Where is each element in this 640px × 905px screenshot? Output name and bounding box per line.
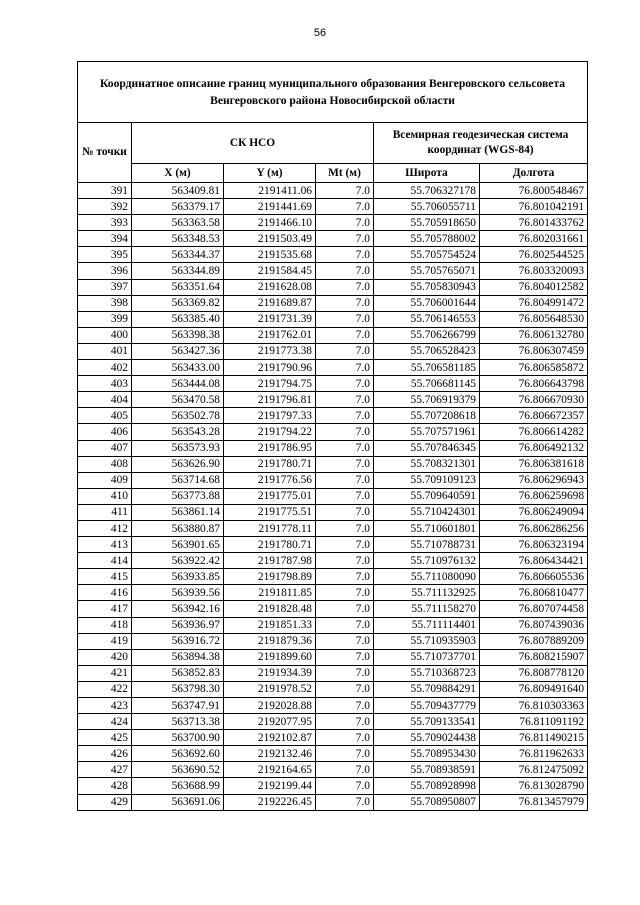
y-cell: 2191773.38 xyxy=(224,343,316,359)
latitude-cell: 55.711158270 xyxy=(374,601,480,617)
x-cell: 563626.90 xyxy=(132,456,224,472)
x-cell: 563942.16 xyxy=(132,601,224,617)
point-number-cell: 391 xyxy=(78,183,132,199)
longitude-cell: 76.808215907 xyxy=(480,649,588,665)
latitude-cell: 55.709437779 xyxy=(374,698,480,714)
table-row xyxy=(78,569,588,585)
latitude-cell: 55.705788002 xyxy=(374,231,480,247)
y-cell: 2191899.60 xyxy=(224,649,316,665)
x-cell: 563690.52 xyxy=(132,762,224,778)
point-number-cell: 402 xyxy=(78,360,132,376)
y-cell: 2191798.89 xyxy=(224,569,316,585)
longitude-cell: 76.806286256 xyxy=(480,520,588,536)
y-cell: 2191584.45 xyxy=(224,263,316,279)
y-cell: 2191535.68 xyxy=(224,247,316,263)
latitude-cell: 55.710368723 xyxy=(374,665,480,681)
longitude-cell: 76.806259698 xyxy=(480,488,588,504)
x-cell: 563880.87 xyxy=(132,520,224,536)
longitude-cell: 76.813028790 xyxy=(480,778,588,794)
y-cell: 2191790.96 xyxy=(224,360,316,376)
longitude-cell: 76.806307459 xyxy=(480,343,588,359)
mt-cell: 7.0 xyxy=(316,199,374,215)
longitude-cell: 76.811091192 xyxy=(480,714,588,730)
latitude-cell: 55.708953430 xyxy=(374,746,480,762)
point-number-cell: 418 xyxy=(78,617,132,633)
point-number-cell: 397 xyxy=(78,279,132,295)
latitude-cell: 55.706055711 xyxy=(374,199,480,215)
longitude-cell: 76.805648530 xyxy=(480,311,588,327)
point-number-cell: 426 xyxy=(78,746,132,762)
y-cell: 2191978.52 xyxy=(224,681,316,697)
table-row xyxy=(78,424,588,440)
x-cell: 563409.81 xyxy=(132,183,224,199)
latitude-cell: 55.706528423 xyxy=(374,343,480,359)
table-row xyxy=(78,778,588,794)
longitude-cell: 76.813457979 xyxy=(480,794,588,810)
x-cell: 563502.78 xyxy=(132,408,224,424)
y-cell: 2191775.01 xyxy=(224,488,316,504)
mt-cell: 7.0 xyxy=(316,215,374,231)
table-row xyxy=(78,681,588,697)
point-number-cell: 416 xyxy=(78,585,132,601)
mt-cell: 7.0 xyxy=(316,601,374,617)
longitude-cell: 76.803320093 xyxy=(480,263,588,279)
longitude-cell: 76.806249094 xyxy=(480,504,588,520)
latitude-cell: 55.710737701 xyxy=(374,649,480,665)
point-number-cell: 415 xyxy=(78,569,132,585)
x-cell: 563714.68 xyxy=(132,472,224,488)
longitude-cell: 76.806643798 xyxy=(480,376,588,392)
table-row xyxy=(78,376,588,392)
header-mt: Mt (м) xyxy=(316,164,374,183)
y-cell: 2192199.44 xyxy=(224,778,316,794)
x-cell: 563933.85 xyxy=(132,569,224,585)
mt-cell: 7.0 xyxy=(316,537,374,553)
y-cell: 2191466.10 xyxy=(224,215,316,231)
x-cell: 563344.37 xyxy=(132,247,224,263)
point-number-cell: 406 xyxy=(78,424,132,440)
mt-cell: 7.0 xyxy=(316,730,374,746)
y-cell: 2191731.39 xyxy=(224,311,316,327)
y-cell: 2191780.71 xyxy=(224,537,316,553)
latitude-cell: 55.706266799 xyxy=(374,327,480,343)
table-row xyxy=(78,360,588,376)
longitude-cell: 76.804991472 xyxy=(480,295,588,311)
latitude-cell: 55.705918650 xyxy=(374,215,480,231)
point-number-cell: 412 xyxy=(78,520,132,536)
x-cell: 563379.17 xyxy=(132,199,224,215)
longitude-cell: 76.806605536 xyxy=(480,569,588,585)
longitude-cell: 76.800548467 xyxy=(480,183,588,199)
x-cell: 563444.08 xyxy=(132,376,224,392)
point-number-cell: 399 xyxy=(78,311,132,327)
table-row xyxy=(78,585,588,601)
y-cell: 2191775.51 xyxy=(224,504,316,520)
x-cell: 563427.36 xyxy=(132,343,224,359)
mt-cell: 7.0 xyxy=(316,472,374,488)
latitude-cell: 55.705830943 xyxy=(374,279,480,295)
header-wgs84: Всемирная геодезическая система координат (WGS-84) xyxy=(374,123,588,164)
point-number-cell: 404 xyxy=(78,392,132,408)
mt-cell: 7.0 xyxy=(316,247,374,263)
mt-cell: 7.0 xyxy=(316,183,374,199)
table-row xyxy=(78,392,588,408)
latitude-cell: 55.705754524 xyxy=(374,247,480,263)
latitude-cell: 55.710788731 xyxy=(374,537,480,553)
point-number-cell: 421 xyxy=(78,665,132,681)
y-cell: 2191786.95 xyxy=(224,440,316,456)
latitude-cell: 55.706681145 xyxy=(374,376,480,392)
point-number-cell: 425 xyxy=(78,730,132,746)
mt-cell: 7.0 xyxy=(316,311,374,327)
y-cell: 2191780.71 xyxy=(224,456,316,472)
y-cell: 2191503.49 xyxy=(224,231,316,247)
y-cell: 2191828.48 xyxy=(224,601,316,617)
table-row xyxy=(78,633,588,649)
table-row xyxy=(78,327,588,343)
point-number-cell: 413 xyxy=(78,537,132,553)
longitude-cell: 76.804012582 xyxy=(480,279,588,295)
point-number-cell: 409 xyxy=(78,472,132,488)
y-cell: 2191796.81 xyxy=(224,392,316,408)
table-row xyxy=(78,215,588,231)
header-latitude: Широта xyxy=(374,164,480,183)
latitude-cell: 55.708928998 xyxy=(374,778,480,794)
latitude-cell: 55.708950807 xyxy=(374,794,480,810)
y-cell: 2192164.65 xyxy=(224,762,316,778)
point-number-cell: 423 xyxy=(78,698,132,714)
y-cell: 2192132.46 xyxy=(224,746,316,762)
mt-cell: 7.0 xyxy=(316,263,374,279)
y-cell: 2191934.39 xyxy=(224,665,316,681)
x-cell: 563691.06 xyxy=(132,794,224,810)
mt-cell: 7.0 xyxy=(316,520,374,536)
y-cell: 2191441.69 xyxy=(224,199,316,215)
mt-cell: 7.0 xyxy=(316,440,374,456)
table-row xyxy=(78,472,588,488)
table-row xyxy=(78,408,588,424)
latitude-cell: 55.706581185 xyxy=(374,360,480,376)
longitude-cell: 76.810303363 xyxy=(480,698,588,714)
y-cell: 2191794.75 xyxy=(224,376,316,392)
mt-cell: 7.0 xyxy=(316,553,374,569)
x-cell: 563385.40 xyxy=(132,311,224,327)
table-row xyxy=(78,520,588,536)
point-number-cell: 419 xyxy=(78,633,132,649)
y-cell: 2192226.45 xyxy=(224,794,316,810)
header-y: Y (м) xyxy=(224,164,316,183)
longitude-cell: 76.806434421 xyxy=(480,553,588,569)
latitude-cell: 55.709133541 xyxy=(374,714,480,730)
x-cell: 563798.30 xyxy=(132,681,224,697)
longitude-cell: 76.806132780 xyxy=(480,327,588,343)
x-cell: 563852.83 xyxy=(132,665,224,681)
point-number-cell: 394 xyxy=(78,231,132,247)
latitude-cell: 55.707846345 xyxy=(374,440,480,456)
x-cell: 563922.42 xyxy=(132,553,224,569)
longitude-cell: 76.811962633 xyxy=(480,746,588,762)
point-number-cell: 398 xyxy=(78,295,132,311)
longitude-cell: 76.808778120 xyxy=(480,665,588,681)
mt-cell: 7.0 xyxy=(316,746,374,762)
table-row xyxy=(78,263,588,279)
table-row xyxy=(78,794,588,810)
latitude-cell: 55.706919379 xyxy=(374,392,480,408)
table-row xyxy=(78,698,588,714)
longitude-cell: 76.807074458 xyxy=(480,601,588,617)
y-cell: 2191628.08 xyxy=(224,279,316,295)
table-title: Координатное описание границ муниципального образования Венгеровского сельсовета Венгеровского района Новосибирской области xyxy=(78,62,588,123)
x-cell: 563543.28 xyxy=(132,424,224,440)
longitude-cell: 76.806670930 xyxy=(480,392,588,408)
longitude-cell: 76.806323194 xyxy=(480,537,588,553)
point-number-cell: 424 xyxy=(78,714,132,730)
longitude-cell: 76.801042191 xyxy=(480,199,588,215)
longitude-cell: 76.806492132 xyxy=(480,440,588,456)
x-cell: 563916.72 xyxy=(132,633,224,649)
latitude-cell: 55.706001644 xyxy=(374,295,480,311)
latitude-cell: 55.707571961 xyxy=(374,424,480,440)
y-cell: 2191797.33 xyxy=(224,408,316,424)
x-cell: 563369.82 xyxy=(132,295,224,311)
mt-cell: 7.0 xyxy=(316,376,374,392)
latitude-cell: 55.709024438 xyxy=(374,730,480,746)
longitude-cell: 76.806381618 xyxy=(480,456,588,472)
mt-cell: 7.0 xyxy=(316,714,374,730)
latitude-cell: 55.708938591 xyxy=(374,762,480,778)
latitude-cell: 55.711080090 xyxy=(374,569,480,585)
y-cell: 2192102.87 xyxy=(224,730,316,746)
x-cell: 563936.97 xyxy=(132,617,224,633)
point-number-cell: 408 xyxy=(78,456,132,472)
mt-cell: 7.0 xyxy=(316,665,374,681)
header-x: X (м) xyxy=(132,164,224,183)
table-row xyxy=(78,553,588,569)
longitude-cell: 76.807439036 xyxy=(480,617,588,633)
mt-cell: 7.0 xyxy=(316,681,374,697)
mt-cell: 7.0 xyxy=(316,295,374,311)
y-cell: 2191689.87 xyxy=(224,295,316,311)
latitude-cell: 55.709884291 xyxy=(374,681,480,697)
latitude-cell: 55.707208618 xyxy=(374,408,480,424)
y-cell: 2191762.01 xyxy=(224,327,316,343)
mt-cell: 7.0 xyxy=(316,504,374,520)
point-number-cell: 392 xyxy=(78,199,132,215)
x-cell: 563433.00 xyxy=(132,360,224,376)
longitude-cell: 76.807889209 xyxy=(480,633,588,649)
latitude-cell: 55.710424301 xyxy=(374,504,480,520)
point-number-cell: 429 xyxy=(78,794,132,810)
latitude-cell: 55.710935903 xyxy=(374,633,480,649)
x-cell: 563747.91 xyxy=(132,698,224,714)
longitude-cell: 76.809491640 xyxy=(480,681,588,697)
latitude-cell: 55.708321301 xyxy=(374,456,480,472)
point-number-cell: 417 xyxy=(78,601,132,617)
table-row xyxy=(78,343,588,359)
x-cell: 563351.64 xyxy=(132,279,224,295)
point-number-cell: 414 xyxy=(78,553,132,569)
x-cell: 563894.38 xyxy=(132,649,224,665)
point-number-cell: 393 xyxy=(78,215,132,231)
latitude-cell: 55.709640591 xyxy=(374,488,480,504)
coordinates-table xyxy=(77,61,588,811)
y-cell: 2191794.22 xyxy=(224,424,316,440)
y-cell: 2192028.88 xyxy=(224,698,316,714)
point-number-cell: 427 xyxy=(78,762,132,778)
point-number-cell: 410 xyxy=(78,488,132,504)
x-cell: 563573.93 xyxy=(132,440,224,456)
mt-cell: 7.0 xyxy=(316,424,374,440)
latitude-cell: 55.710601801 xyxy=(374,520,480,536)
table-row xyxy=(78,649,588,665)
mt-cell: 7.0 xyxy=(316,327,374,343)
y-cell: 2191851.33 xyxy=(224,617,316,633)
x-cell: 563398.38 xyxy=(132,327,224,343)
x-cell: 563901.65 xyxy=(132,537,224,553)
mt-cell: 7.0 xyxy=(316,633,374,649)
y-cell: 2191879.36 xyxy=(224,633,316,649)
x-cell: 563344.89 xyxy=(132,263,224,279)
table-row xyxy=(78,762,588,778)
longitude-cell: 76.812475092 xyxy=(480,762,588,778)
header-sk-nso: СК НСО xyxy=(132,123,374,164)
table-row xyxy=(78,601,588,617)
table-row xyxy=(78,504,588,520)
table-row xyxy=(78,295,588,311)
x-cell: 563773.88 xyxy=(132,488,224,504)
latitude-cell: 55.710976132 xyxy=(374,553,480,569)
y-cell: 2191787.98 xyxy=(224,553,316,569)
latitude-cell: 55.711114401 xyxy=(374,617,480,633)
table-row xyxy=(78,311,588,327)
y-cell: 2192077.95 xyxy=(224,714,316,730)
table-row xyxy=(78,231,588,247)
table-row xyxy=(78,440,588,456)
x-cell: 563688.99 xyxy=(132,778,224,794)
latitude-cell: 55.706146553 xyxy=(374,311,480,327)
table-row xyxy=(78,730,588,746)
table-row xyxy=(78,714,588,730)
point-number-cell: 400 xyxy=(78,327,132,343)
mt-cell: 7.0 xyxy=(316,456,374,472)
header-longitude: Долгота xyxy=(480,164,588,183)
point-number-cell: 401 xyxy=(78,343,132,359)
x-cell: 563700.90 xyxy=(132,730,224,746)
y-cell: 2191411.06 xyxy=(224,183,316,199)
mt-cell: 7.0 xyxy=(316,343,374,359)
table-row xyxy=(78,617,588,633)
longitude-cell: 76.806672357 xyxy=(480,408,588,424)
mt-cell: 7.0 xyxy=(316,569,374,585)
page-number: 56 xyxy=(313,27,327,39)
point-number-cell: 403 xyxy=(78,376,132,392)
table-row xyxy=(78,183,588,199)
table-row xyxy=(78,488,588,504)
x-cell: 563713.38 xyxy=(132,714,224,730)
x-cell: 563692.60 xyxy=(132,746,224,762)
header-point-number: № точки xyxy=(78,123,132,183)
y-cell: 2191778.11 xyxy=(224,520,316,536)
longitude-cell: 76.806810477 xyxy=(480,585,588,601)
longitude-cell: 76.806614282 xyxy=(480,424,588,440)
point-number-cell: 420 xyxy=(78,649,132,665)
table-row xyxy=(78,456,588,472)
latitude-cell: 55.709109123 xyxy=(374,472,480,488)
mt-cell: 7.0 xyxy=(316,762,374,778)
point-number-cell: 411 xyxy=(78,504,132,520)
mt-cell: 7.0 xyxy=(316,794,374,810)
mt-cell: 7.0 xyxy=(316,279,374,295)
x-cell: 563939.56 xyxy=(132,585,224,601)
longitude-cell: 76.806585872 xyxy=(480,360,588,376)
longitude-cell: 76.801433762 xyxy=(480,215,588,231)
longitude-cell: 76.806296943 xyxy=(480,472,588,488)
mt-cell: 7.0 xyxy=(316,360,374,376)
point-number-cell: 422 xyxy=(78,681,132,697)
table-row xyxy=(78,746,588,762)
table-row xyxy=(78,247,588,263)
x-cell: 563861.14 xyxy=(132,504,224,520)
point-number-cell: 396 xyxy=(78,263,132,279)
table-row xyxy=(78,665,588,681)
table-row xyxy=(78,279,588,295)
mt-cell: 7.0 xyxy=(316,585,374,601)
mt-cell: 7.0 xyxy=(316,617,374,633)
longitude-cell: 76.811490215 xyxy=(480,730,588,746)
mt-cell: 7.0 xyxy=(316,488,374,504)
latitude-cell: 55.711132925 xyxy=(374,585,480,601)
mt-cell: 7.0 xyxy=(316,649,374,665)
longitude-cell: 76.802544525 xyxy=(480,247,588,263)
mt-cell: 7.0 xyxy=(316,408,374,424)
x-cell: 563348.53 xyxy=(132,231,224,247)
y-cell: 2191811.85 xyxy=(224,585,316,601)
latitude-cell: 55.706327178 xyxy=(374,183,480,199)
mt-cell: 7.0 xyxy=(316,231,374,247)
point-number-cell: 407 xyxy=(78,440,132,456)
latitude-cell: 55.705765071 xyxy=(374,263,480,279)
mt-cell: 7.0 xyxy=(316,778,374,794)
y-cell: 2191776.56 xyxy=(224,472,316,488)
mt-cell: 7.0 xyxy=(316,392,374,408)
table-row xyxy=(78,199,588,215)
x-cell: 563363.58 xyxy=(132,215,224,231)
x-cell: 563470.58 xyxy=(132,392,224,408)
mt-cell: 7.0 xyxy=(316,698,374,714)
point-number-cell: 395 xyxy=(78,247,132,263)
point-number-cell: 405 xyxy=(78,408,132,424)
point-number-cell: 428 xyxy=(78,778,132,794)
longitude-cell: 76.802031661 xyxy=(480,231,588,247)
table-row xyxy=(78,537,588,553)
